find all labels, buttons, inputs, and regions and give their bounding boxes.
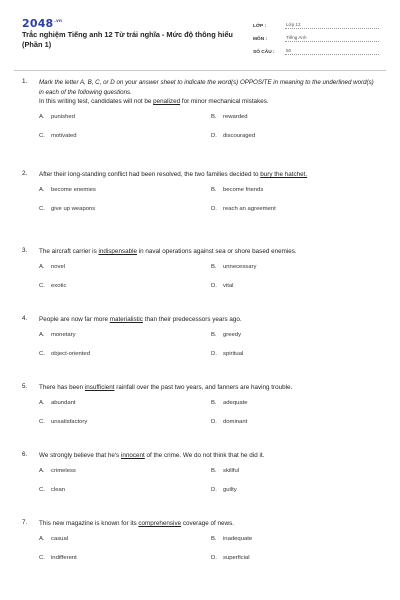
option-d[interactable]: D. superficial: [211, 554, 250, 561]
option-d[interactable]: D. guilty: [211, 486, 237, 493]
question-instruction: Mark the letter A, B, C, or D on your answer sheet to indicate the word(s) OPPOSITE in meaning to the underlined word(s) in each of the following questions.: [39, 79, 374, 96]
option-c[interactable]: C. object-oriented: [39, 350, 90, 357]
option-a[interactable]: A. novel: [39, 263, 66, 270]
question-5: [0, 383, 400, 435]
option-d[interactable]: D. discouraged: [211, 132, 256, 139]
question-number: 6.: [22, 451, 28, 458]
question-text: In this writing test, candidates will not be penalized for minor mechanical mistakes.: [39, 98, 269, 106]
option-b[interactable]: B. become friends: [211, 186, 264, 193]
underlined-word: bury the hatchet.: [260, 171, 308, 178]
document-meta: [253, 16, 379, 55]
option-a[interactable]: A. become enemies: [39, 186, 96, 193]
answer-options: [39, 114, 380, 139]
question-3: [0, 247, 400, 299]
option-c[interactable]: C. give up weapons: [39, 205, 96, 212]
option-b[interactable]: B. adequate: [211, 399, 248, 406]
option-b[interactable]: B. greedy: [211, 331, 242, 338]
underlined-word: materialistic: [109, 316, 143, 323]
answer-options: [39, 536, 380, 561]
option-c[interactable]: C. indifferent: [39, 554, 77, 561]
underlined-word: penalized: [153, 98, 181, 106]
header-divider: [14, 70, 386, 71]
underlined-word: insufficient: [84, 384, 115, 391]
underlined-word: innocent: [120, 452, 145, 459]
option-b[interactable]: B. rewarded: [211, 113, 248, 120]
question-number: 7.: [22, 519, 28, 526]
option-b[interactable]: B. unnecessary: [211, 263, 257, 270]
logo-text: 2048: [22, 17, 54, 30]
meta-label: LỚP :: [253, 24, 267, 29]
underlined-word: comprehensive: [138, 520, 182, 527]
option-b[interactable]: B. skillful: [211, 467, 240, 474]
document-title: Trắc nghiệm Tiếng anh 12 Từ trái nghĩa - Mức độ thông hiểu (Phần 1): [22, 30, 233, 49]
option-a[interactable]: A. casual: [39, 535, 69, 542]
meta-row-subject: [253, 29, 379, 42]
meta-label: MÔN :: [253, 37, 268, 42]
option-c[interactable]: C. unsatisfactory: [39, 418, 88, 425]
question-1: [0, 78, 400, 150]
question-list: [0, 78, 400, 571]
site-logo[interactable]: [22, 17, 62, 30]
option-a[interactable]: A. monetary: [39, 331, 76, 338]
logo-suffix: .vn: [54, 18, 62, 24]
option-c[interactable]: C. motivated: [39, 132, 77, 139]
meta-row-count: [253, 42, 379, 55]
question-number: 4.: [22, 315, 28, 322]
option-c[interactable]: C. exotic: [39, 282, 67, 289]
answer-options: [39, 187, 380, 212]
option-d[interactable]: D. reach an agreement: [211, 205, 276, 212]
option-a[interactable]: A. punished: [39, 113, 75, 120]
meta-label: SỐ CÂU :: [253, 50, 275, 55]
option-d[interactable]: D. dominant: [211, 418, 248, 425]
question-number: 5.: [22, 383, 28, 390]
meta-row-class: [253, 16, 379, 29]
document-header: [0, 0, 400, 68]
question-2: [0, 170, 400, 230]
question-text: People are now far more materialistic than their predecessors years ago.: [39, 316, 242, 323]
question-4: [0, 315, 400, 367]
answer-options: [39, 468, 380, 493]
option-d[interactable]: D. spiritual: [211, 350, 244, 357]
underlined-word: indispensable: [98, 248, 137, 255]
question-text: After their long-standing conflict had been resolved, the two families decided to bury the hatchet.: [39, 171, 308, 178]
question-text: We strongly believe that he's innocent of the crime. We do not think that he did it.: [39, 452, 265, 459]
meta-value: Lớp 12: [285, 22, 379, 29]
option-d[interactable]: D. vital: [211, 282, 234, 289]
question-text: There has been insufficient rainfall over the past two years, and fanners are having trouble.: [39, 384, 293, 391]
option-b[interactable]: B. inadequate: [211, 535, 253, 542]
question-number: 2.: [22, 170, 28, 177]
question-text: The aircraft carrier is indispensable in naval operations against sea or shore based enemies.: [39, 248, 297, 255]
meta-value: Tiếng Anh: [285, 35, 379, 42]
option-a[interactable]: A. abundant: [39, 399, 76, 406]
option-c[interactable]: C. clean: [39, 486, 66, 493]
question-6: [0, 451, 400, 503]
answer-options: [39, 400, 380, 425]
question-text: This new magazine is known for its comprehensive coverage of news.: [39, 520, 234, 527]
question-7: [0, 519, 400, 571]
answer-options: [39, 264, 380, 289]
answer-options: [39, 332, 380, 357]
question-number: 1.: [22, 78, 28, 85]
question-number: 3.: [22, 247, 28, 254]
option-a[interactable]: A. crimeless: [39, 467, 76, 474]
meta-value: 50: [285, 48, 379, 55]
